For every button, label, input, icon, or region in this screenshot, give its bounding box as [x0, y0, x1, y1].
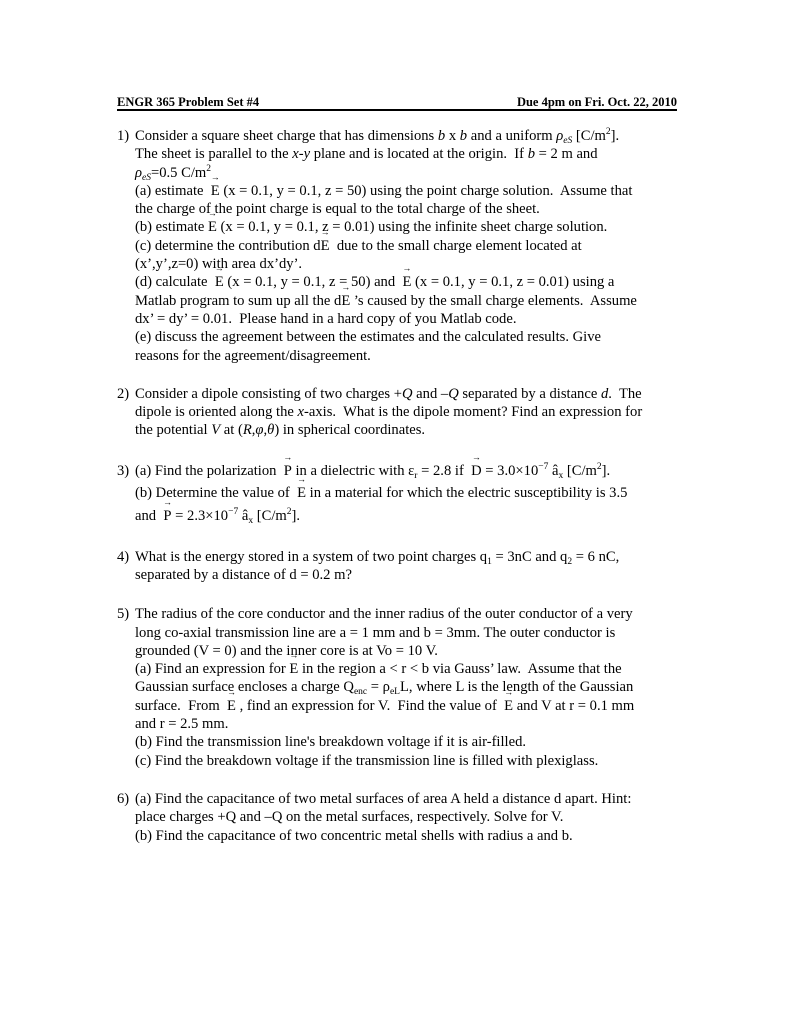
header-divider	[117, 109, 677, 111]
problem-5a: (a) Find an expression for → E in the region a < r < b via Gauss’ law. Assume that the	[135, 660, 687, 678]
problem-5a-cont-3: and r = 2.5 mm.	[135, 716, 229, 733]
problem-6a: (a) Find the capacitance of two metal surfaces of area A held a distance d apart. Hint:	[135, 790, 632, 807]
problem-set-body	[117, 127, 687, 845]
problem-number: 4)	[117, 548, 130, 565]
problem-1c: (c) determine the contribution d→ E due to the small charge element located at	[135, 237, 687, 255]
problem-2-line-2: dipole is oriented along the x-axis. What is the dipole moment? Find an expression for	[135, 404, 643, 421]
problem-1-line-3: $\rho_{eS}=0.5$ $C/m^2$	[135, 163, 211, 183]
problem-number: 6)	[117, 790, 130, 807]
problem-4	[117, 548, 687, 585]
problem-2-line-1: Consider a dipole consisting of two charges +Q and –Q separated by a distance d. The	[135, 385, 642, 402]
problem-1c-cont: (x’,y’,z=0) with area dx’dy’.	[135, 256, 303, 273]
problem-1d-cont: Matlab program to sum up all the d→ E ’s caused by the small charge elements. Assume	[135, 292, 687, 310]
problem-3a: (a) Find the polarization → P in a dielectric with $\varepsilon_r = 2.8$ if → $D = 3.0\times 10^{-7}$ $â_x$ $[C/m^2]$.	[135, 462, 687, 484]
problem-number: 3)	[117, 462, 130, 479]
problem-1-line-2: The sheet is parallel to the x-y plane and is located at the origin. If b = 2 m and	[135, 146, 598, 163]
problem-number: 1)	[117, 128, 130, 144]
problem-5-line-1: The radius of the core conductor and the inner radius of the outer conductor of a very	[135, 606, 633, 623]
problem-5a-cont: Gaussian surface encloses a charge $Q_{enc} = \rho_{eL}L$, where L is the length of the Gaussian	[135, 679, 634, 698]
problem-number: 5)	[117, 606, 130, 623]
course-title: ENGR 365 Problem Set #4	[117, 95, 260, 109]
problem-1e: (e) discuss the agreement between the estimates and the calculated results. Give	[135, 329, 602, 346]
problem-2	[117, 385, 687, 440]
problem-1e-cont: reasons for the agreement/disagreement.	[135, 347, 371, 364]
problem-5b: (b) Find the transmission line's breakdown voltage if it is air-filled.	[135, 734, 527, 751]
problem-4-line-1: What is the energy stored in a system of two point charges $q_1 = 3nC$ and $q_2 = 6$ nC,	[135, 548, 620, 567]
problem-5a-cont-2: surface. From → E , find an expression for V. Find the value of → E and V at r = 0.1 mm	[135, 697, 687, 715]
problem-2-line-3: the potential V at (R,φ,θ) in spherical coordinates.	[135, 422, 426, 439]
problem-1d-cont-2: dx’ = dy’ = 0.01. Please hand in a hard copy of you Matlab code.	[135, 310, 517, 327]
problem-6b: (b) Find the capacitance of two concentric metal shells with radius a and b.	[135, 827, 573, 844]
problem-1a: (a) estimate → E (x = 0.1, y = 0.1, z = 50) using the point charge solution. Assume that	[135, 182, 687, 200]
problem-6a-cont: place charges +Q and –Q on the metal surfaces, respectively. Solve for V.	[135, 809, 564, 826]
problem-5	[117, 605, 687, 770]
problem-4-line-2: separated by a distance of d = 0.2 m?	[135, 566, 352, 583]
due-date: Due 4pm on Fri. Oct. 22, 2010	[516, 95, 677, 109]
problem-1	[117, 127, 687, 365]
problem-3	[117, 462, 687, 526]
problem-3b: (b) Determine the value of → E in a material for which the electric susceptibility is 3.5	[135, 484, 687, 502]
problem-1d: (d) calculate → E (x = 0.1, y = 0.1, z = 50) and → E (x = 0.1, y = 0.1, z = 0.01) using a	[135, 273, 687, 291]
problem-1b: (b) estimate → E (x = 0.1, y = 0.1, z = 0.01) using the infinite sheet charge solution.	[135, 218, 687, 236]
problem-1-line-1: Consider a square sheet charge that has dimensions b x b and a uniform $\rho_{eS}$ $[C/m^2]$.	[135, 127, 620, 146]
problem-6	[117, 790, 687, 845]
problem-number: 2)	[117, 385, 130, 402]
problem-5c: (c) Find the breakdown voltage if the transmission line is filled with plexiglass.	[135, 752, 599, 769]
problem-3b-cont: and → $P = 2.3\times 10^{-7}$ $â_x$ $[C/m^2]$.	[135, 502, 687, 525]
problem-5-line-2: long co-axial transmission line are a = 1 mm and b = 3mm. The outer conductor is	[135, 624, 616, 641]
problem-5-line-3: grounded (V = 0) and the inner core is at Vo = 10 V.	[135, 642, 438, 659]
problem-1a-cont: the charge of the point charge is equal to the total charge of the sheet.	[135, 201, 540, 218]
